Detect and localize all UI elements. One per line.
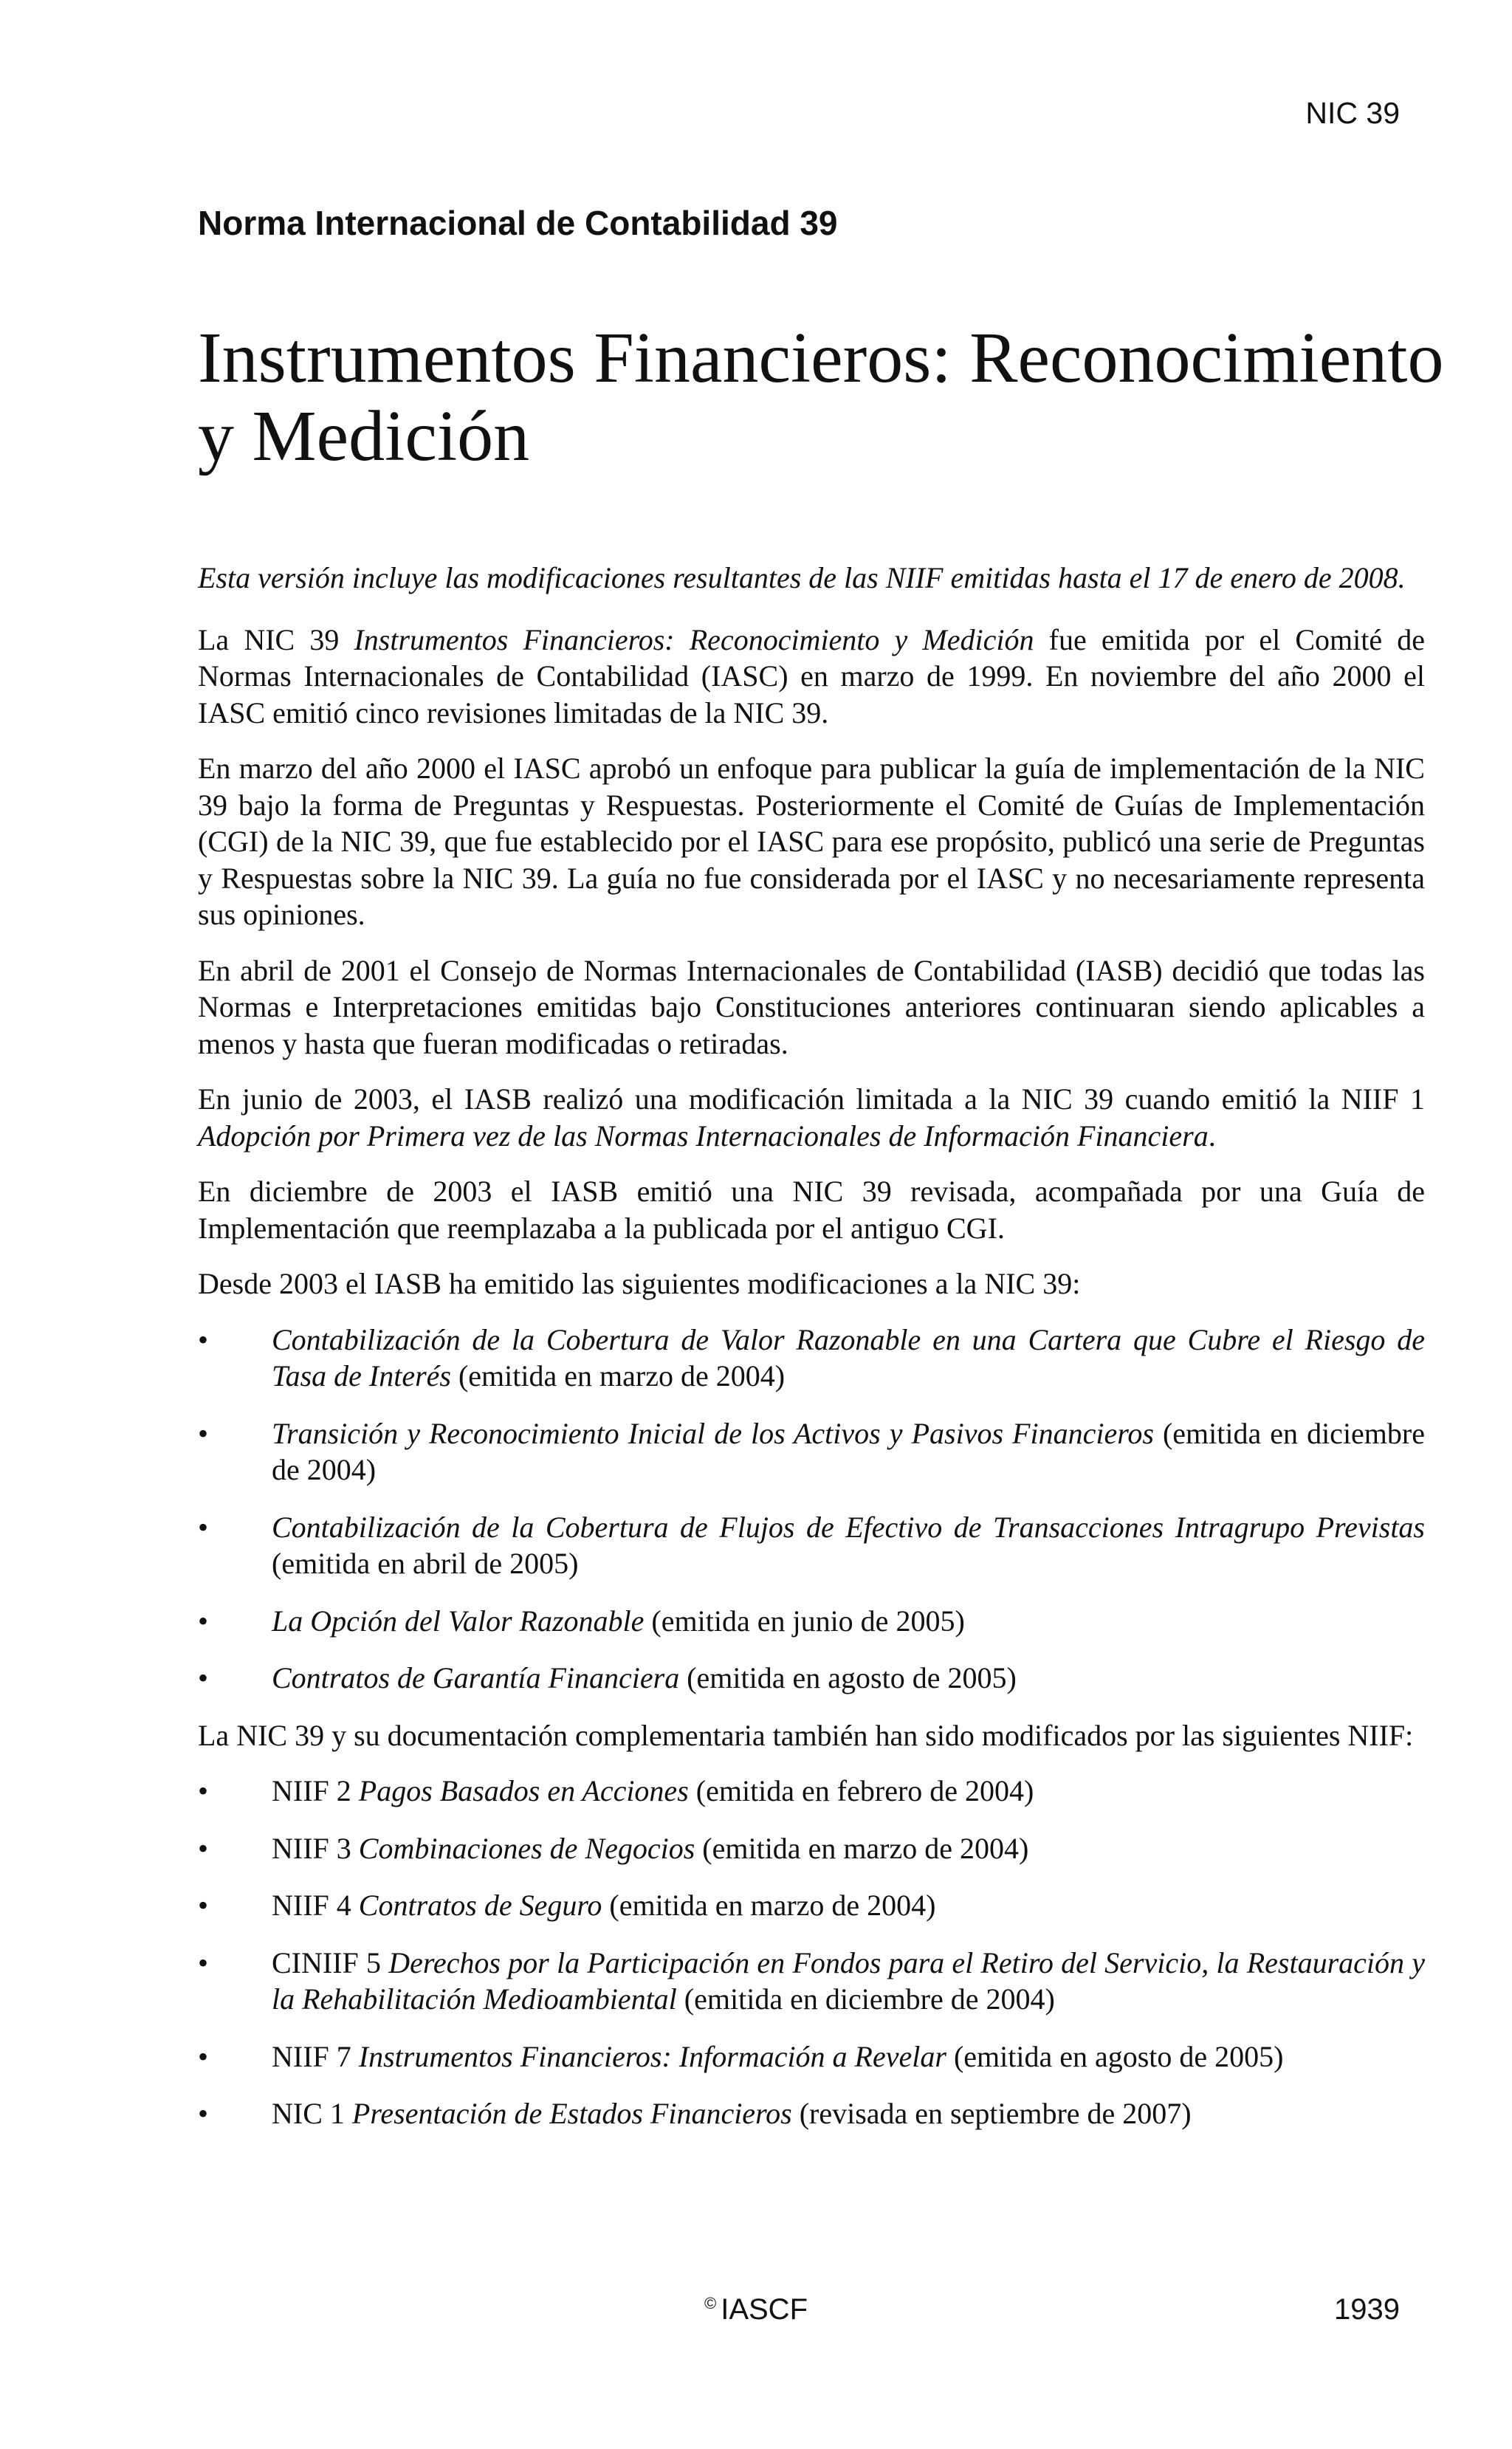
list-item xyxy=(198,1603,1425,1640)
list-item xyxy=(198,1660,1425,1697)
paragraph-amendments-intro: Desde 2003 el IASB ha emitido las siguientes modificaciones a la NIC 39: xyxy=(198,1267,1081,1300)
amendment-date: (emitida en agosto de 2005) xyxy=(679,1661,1017,1694)
paragraph-issuance xyxy=(198,622,1425,732)
standard-code: NIIF 4 xyxy=(272,1889,359,1922)
list-item xyxy=(198,1945,1425,2018)
version-note: Esta versión incluye las modificaciones resultantes de las NIIF emitidas hasta el 17 de enero de 2008. xyxy=(198,561,1406,594)
standard-date: (emitida en marzo de 2004) xyxy=(602,1889,936,1922)
standard-code: NIIF 7 xyxy=(272,2039,359,2073)
bullet-icon: • xyxy=(198,1889,209,1922)
standard-date: (emitida en diciembre de 2004) xyxy=(676,1982,1055,2016)
amendment-date: (emitida en marzo de 2004) xyxy=(450,1359,786,1392)
bullet-icon: • xyxy=(198,1945,209,1979)
standard-code: NIC 1 xyxy=(272,2097,352,2130)
bullet-icon: • xyxy=(198,1831,209,1865)
main-title: Instrumentos Financieros: Reconocimiento y Medición xyxy=(198,318,1444,476)
list-item xyxy=(198,2095,1425,2132)
standard-title-italic: Instrumentos Financieros: Información a Revelar xyxy=(358,2039,946,2073)
bullet-icon: • xyxy=(198,1774,209,1807)
related-standards-list xyxy=(198,1773,1425,2132)
paragraph-other-niif-intro: La NIC 39 y su documentación complementaria también han sido modificados por las siguientes NIIF: xyxy=(198,1718,1414,1752)
amendment-date: (emitida en diciembre de 2004) xyxy=(272,1416,1425,1486)
standard-date: (emitida en marzo de 2004) xyxy=(695,1831,1029,1865)
standard-name-italic: Instrumentos Financieros: Reconocimiento y Medición xyxy=(354,622,1034,656)
bullet-icon: • xyxy=(198,1416,209,1450)
standard-date: (emitida en agosto de 2005) xyxy=(946,2039,1284,2073)
bullet-icon: • xyxy=(198,1322,209,1356)
standard-code: NIIF 2 xyxy=(272,1774,359,1807)
bullet-icon: • xyxy=(198,1510,209,1544)
list-item xyxy=(198,1509,1425,1582)
amendment-title: Transición y Reconocimiento Inicial de los Activos y Pasivos Financieros xyxy=(272,1416,1154,1450)
list-item xyxy=(198,1887,1425,1924)
paragraph-iasb-decision: En abril de 2001 el Consejo de Normas Internacionales de Contabilidad (IASB) decidió que todas las Normas e Interpretaciones emitidas bajo Constituciones anteriores continuaran siendo aplicables a menos y hasta que fueran modificadas o retiradas. xyxy=(198,953,1425,1060)
paragraph-revised-nic39: En diciembre de 2003 el IASB emitió una NIC 39 revisada, acompañada por una Guía de Implementación que reemplazaba a la publicada por el antiguo CGI. xyxy=(198,1175,1425,1245)
amendments-list xyxy=(198,1322,1425,1697)
standard-title-italic: Contratos de Seguro xyxy=(358,1889,602,1922)
list-item xyxy=(198,1773,1425,1810)
standard-date: (revisada en septiembre de 2007) xyxy=(791,2097,1192,2130)
bullet-icon: • xyxy=(198,1661,209,1694)
footer-copyright xyxy=(0,2293,1512,2326)
list-item xyxy=(198,1830,1425,1867)
paragraph-text: . xyxy=(1208,1119,1216,1153)
amendment-title: Contabilización de la Cobertura de Valor Razonable en una Cartera que Cubre el Riesgo de Tasa de Interés xyxy=(272,1322,1425,1392)
paragraph-niif1-amendment xyxy=(198,1081,1425,1154)
amendment-title: Contabilización de la Cobertura de Flujos de Efectivo de Transacciones Intragrupo Previstas xyxy=(272,1510,1425,1544)
paragraph-text: En junio de 2003, el IASB realizó una modificación limitada a la NIC 39 cuando emitió la NIIF 1 xyxy=(198,1082,1425,1116)
paragraph-text: La NIC 39 xyxy=(198,622,354,656)
list-item xyxy=(198,1415,1425,1488)
standard-title: Norma Internacional de Contabilidad 39 xyxy=(198,204,838,242)
standard-date: (emitida en febrero de 2004) xyxy=(688,1774,1034,1807)
standard-title-italic: Combinaciones de Negocios xyxy=(358,1831,695,1865)
standard-code: NIIF 3 xyxy=(272,1831,359,1865)
standard-title-italic: Presentación de Estados Financieros xyxy=(351,2097,792,2130)
standard-code: CINIIF 5 xyxy=(272,1945,389,1979)
bullet-icon: • xyxy=(198,1604,209,1638)
document-body xyxy=(198,560,1425,2153)
standard-title-italic: Pagos Basados en Acciones xyxy=(358,1774,689,1807)
header-standard-code: NIC 39 xyxy=(1305,96,1400,130)
amendment-title: La Opción del Valor Razonable xyxy=(272,1604,645,1638)
paragraph-implementation-guidance: En marzo del año 2000 el IASC aprobó un enfoque para publicar la guía de implementación de la NIC 39 bajo la forma de Preguntas y Respuestas. Posteriormente el Comité de Guías de Implementación (CGI) de la NIC 39, que fue establecido por el IASC para ese propósito, publicó una serie de Preguntas y Respuestas sobre la NIC 39. La guía no fue considerada por el IASC y no necesariamente representa sus opiniones. xyxy=(198,752,1425,931)
amendment-date: (emitida en abril de 2005) xyxy=(272,1547,579,1580)
page-number: 1939 xyxy=(1334,2293,1400,2326)
list-item xyxy=(198,1322,1425,1395)
list-item xyxy=(198,2038,1425,2075)
copyright-holder: IASCF xyxy=(721,2293,808,2326)
bullet-icon: • xyxy=(198,2039,209,2073)
amendment-date: (emitida en junio de 2005) xyxy=(644,1604,965,1638)
amendment-title: Contratos de Garantía Financiera xyxy=(272,1661,680,1694)
paragraph-text: fue emitida por el Comité de Normas Internacionales de Contabilidad (IASC) en marzo de 1999. En noviembre del año 2000 el IASC emitió cinco revisiones limitadas de la NIC 39. xyxy=(198,622,1426,729)
standard-name-italic: Adopción por Primera vez de las Normas Internacionales de Información Financiera xyxy=(198,1119,1209,1153)
standard-title-italic: Derechos por la Participación en Fondos para el Retiro del Servicio, la Restauración y la Rehabilitación Medioambiental xyxy=(272,1945,1425,2016)
copyright-icon: © xyxy=(704,2294,717,2312)
bullet-icon: • xyxy=(198,2097,209,2130)
